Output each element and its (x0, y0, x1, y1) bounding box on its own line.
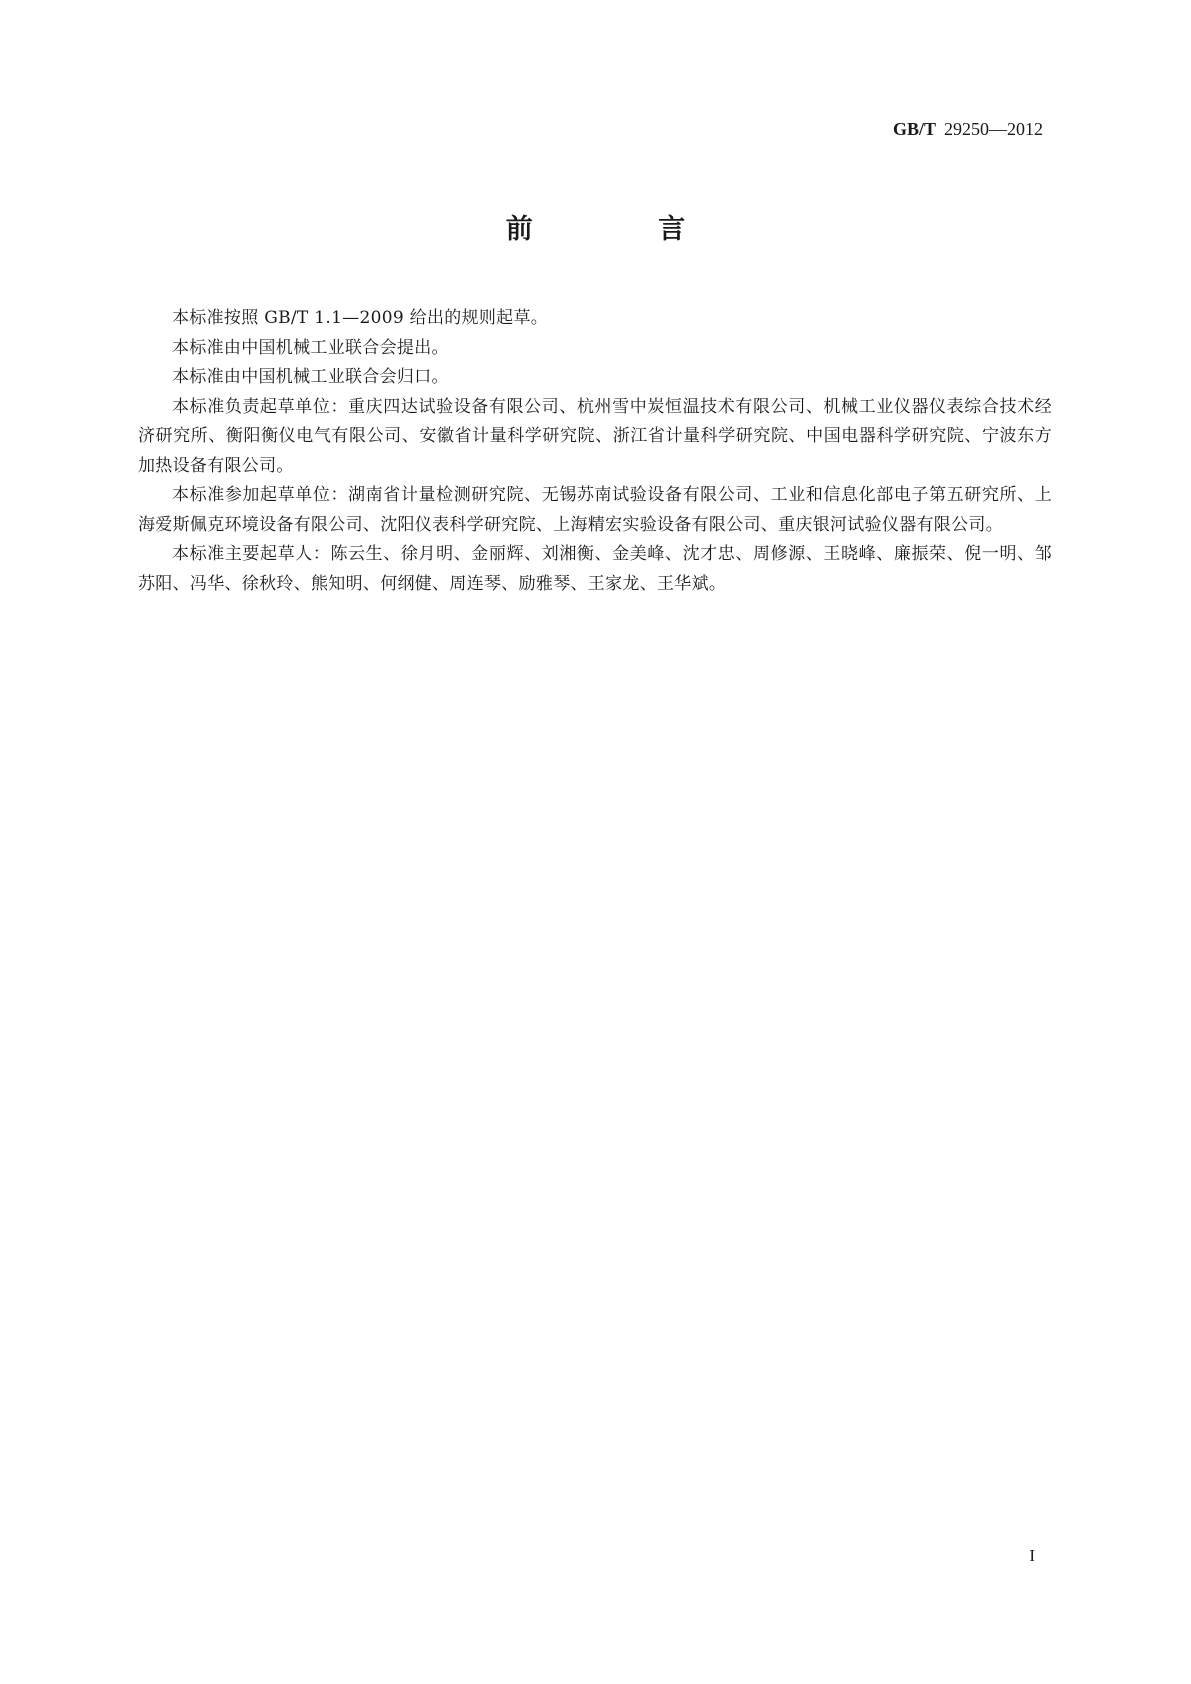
standard-code-number: 29250—2012 (944, 119, 1043, 139)
paragraph-participating-drafters: 本标准参加起草单位：湖南省计量检测研究院、无锡苏南试验设备有限公司、工业和信息化部电子第五研究所、上海爱斯佩克环境设备有限公司、沈阳仪表科学研究院、上海精宏实验设备有限公司、重庆银河试验仪器有限公司。 (138, 485, 1052, 535)
standard-code-prefix: GB/T (892, 119, 936, 139)
page-title: 前 言 (505, 214, 744, 245)
paragraph-drafting-rules: 本标准按照 GB/T 1.1—2009 给出的规则起草。 (172, 308, 549, 328)
paragraph-centralized-unit: 本标准由中国机械工业联合会归口。 (172, 367, 449, 387)
paragraph-responsible-drafters: 本标准负责起草单位：重庆四达试验设备有限公司、杭州雪中炭恒温技术有限公司、机械工业仪器仪表综合技术经济研究所、衡阳衡仪电气有限公司、安徽省计量科学研究院、浙江省计量科学研究院、中国电器科学研究院、宁波东方加热设备有限公司。 (138, 396, 1052, 476)
page-number: I (1029, 1546, 1035, 1565)
paragraph-proposer: 本标准由中国机械工业联合会提出。 (172, 337, 449, 358)
foreword-body (138, 304, 1052, 599)
paragraph-main-drafters: 本标准主要起草人：陈云生、徐月明、金丽辉、刘湘衡、金美峰、沈才忠、周修源、王晓峰、廉振荣、倪一明、邹苏阳、冯华、徐秋玲、熊知明、何纲健、周连琴、励雅琴、王家龙、王华斌。 (138, 544, 1052, 594)
standard-code (893, 118, 1043, 140)
